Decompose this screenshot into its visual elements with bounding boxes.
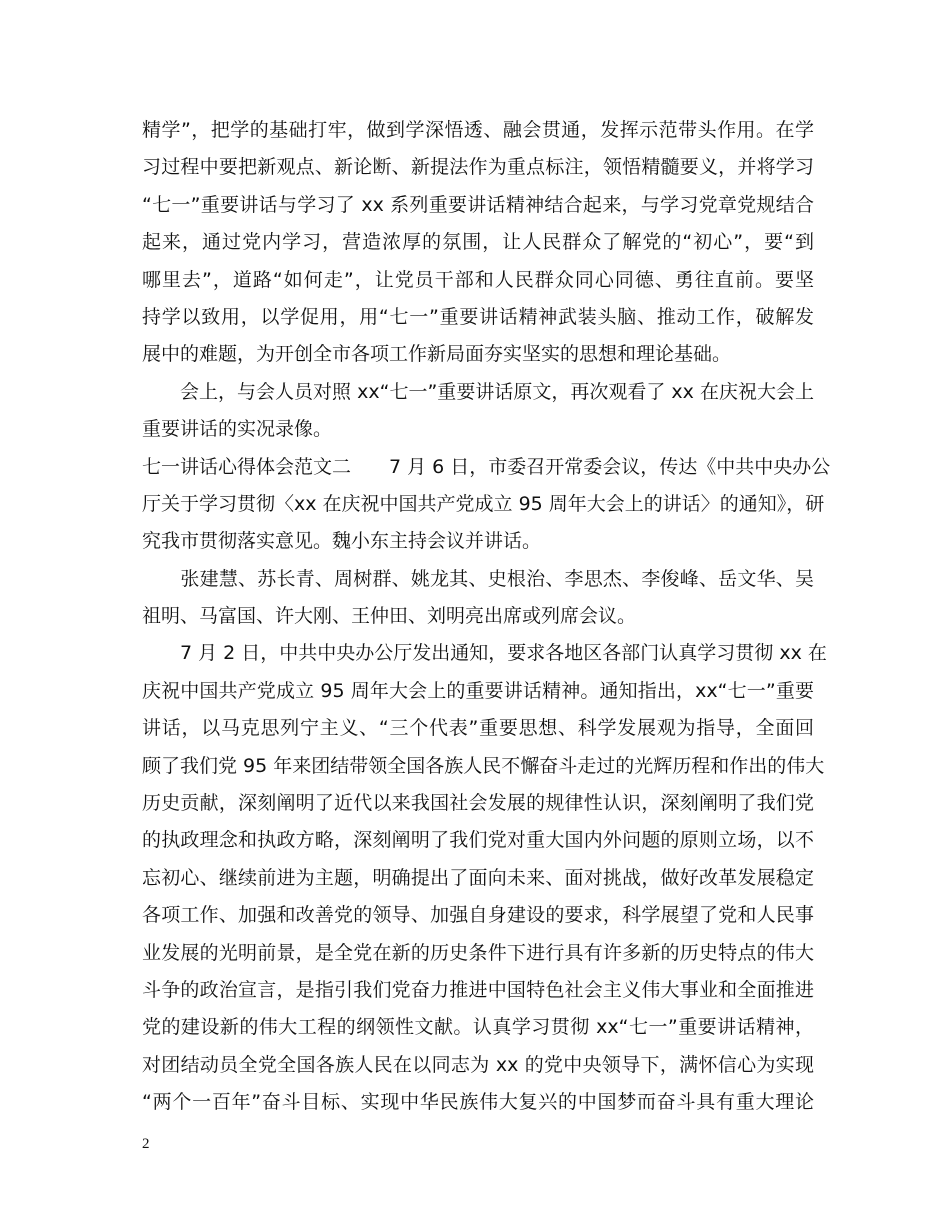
text-line: 讲话，以马克思列宁主义、“三个代表”重要思想、科学发展观为指导，全面回 — [142, 717, 814, 740]
text-line: 对团结动员全党全国各族人民在以同志为 xx 的党中央领导下，满怀信心为实现 — [142, 1053, 814, 1076]
page-number: 2 — [142, 1136, 150, 1152]
text-line: 重要讲话的实况录像。 — [142, 418, 333, 441]
text-line: 斗争的政治宣言，是指引我们党奋力推进中国特色社会主义伟大事业和全面推进 — [142, 978, 814, 1001]
text-line: 张建慧、苏长青、周树群、姚龙其、史根治、李思杰、李俊峰、岳文华、吴 — [142, 567, 814, 590]
text-line: 忘初心、继续前进为主题，明确提出了面向未来、面对挑战，做好改革发展稳定 — [142, 866, 814, 889]
text-line: 历史贡献，深刻阐明了近代以来我国社会发展的规律性认识，深刻阐明了我们党 — [142, 792, 814, 815]
text-line: 习过程中要把新观点、新论断、新提法作为重点标注，领悟精髓要义，并将学习 — [142, 156, 814, 179]
text-line: 业发展的光明前景，是全党在新的历史条件下进行具有许多新的历史特点的伟大 — [142, 941, 814, 964]
text-line: 祖明、马富国、许大刚、王仲田、刘明亮出席或列席会议。 — [142, 605, 637, 628]
text-line: 究我市贯彻落实意见。魏小东主持会议并讲话。 — [142, 530, 542, 553]
text-line: 起来，通过党内学习，营造浓厚的氛围，让人民群众了解党的“初心”，要“到 — [142, 231, 814, 254]
text-line: 庆祝中国共产党成立 95 周年大会上的重要讲话精神。通知指出，xx“七一”重要 — [142, 679, 814, 702]
text-line: “七一”重要讲话与学习了 xx 系列重要讲话精神结合起来，与学习党章党规结合 — [142, 193, 814, 216]
text-line: 的执政理念和执政方略，深刻阐明了我们党对重大国内外问题的原则立场，以不 — [142, 829, 814, 852]
text-line: 七一讲话心得体会范文二 7 月 6 日，市委召开常委会议，传达《中共中央办公 — [142, 455, 831, 478]
text-line: “两个一百年”奋斗目标、实现中华民族伟大复兴的中国梦而奋斗具有重大理论 — [142, 1091, 814, 1114]
text-line: 哪里去”，道路“如何走”，让党员干部和人民群众同心同德、勇往直前。要坚 — [142, 268, 814, 291]
text-line: 精学”，把学的基础打牢，做到学深悟透、融会贯通，发挥示范带头作用。在学 — [142, 119, 814, 141]
document-body — [142, 112, 831, 1122]
text-line: 厅关于学习贯彻〈xx 在庆祝中国共产党成立 95 周年大会上的讲话〉的通知》，研 — [142, 492, 825, 515]
text-line: 7 月 2 日，中共中央办公厅发出通知，要求各地区各部门认真学习贯彻 xx 在 — [142, 642, 827, 665]
text-line: 展中的难题，为开创全市各项工作新局面夯实坚实的思想和理论基础。 — [142, 343, 732, 366]
text-line: 持学以致用，以学促用，用“七一”重要讲话精神武装头脑、推动工作，破解发 — [142, 305, 814, 328]
text-line: 会上，与会人员对照 xx“七一”重要讲话原文，再次观看了 xx 在庆祝大会上 — [142, 380, 814, 403]
text-line: 各项工作、加强和改善党的领导、加强自身建设的要求，科学展望了党和人民事 — [142, 904, 814, 927]
text-line: 顾了我们党 95 年来团结带领全国各族人民不懈奋斗走过的光辉历程和作出的伟大 — [142, 754, 825, 777]
text-line: 党的建设新的伟大工程的纲领性文献。认真学习贯彻 xx“七一”重要讲话精神， — [142, 1016, 814, 1039]
